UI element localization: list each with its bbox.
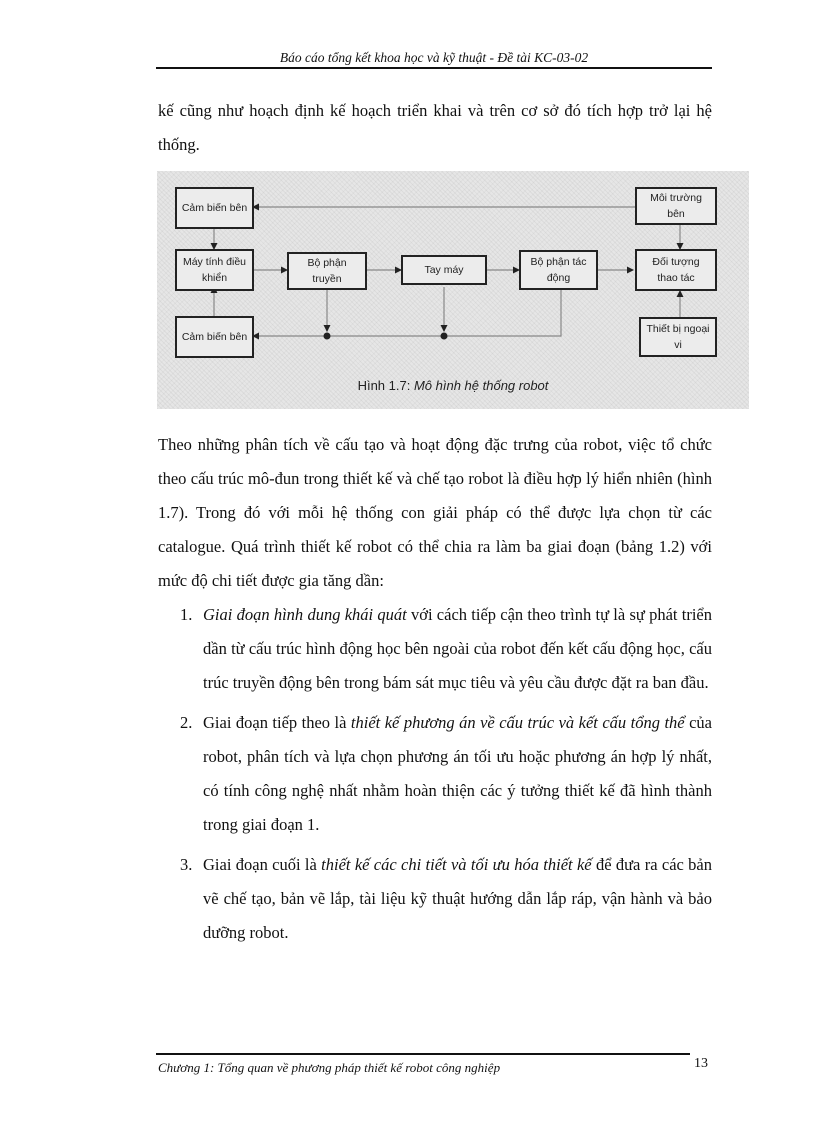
box-computer: Máy tính điều khiển: [175, 249, 254, 291]
step-text: để đưa ra các bản vẽ chế tạo, bản vẽ lắp, tài liệu kỹ thuật hướng dẫn lắp ráp, vận hành và bảo dưỡng robot.: [203, 855, 713, 942]
step-italic: thiết kế các chi tiết và tối ưu hóa thiết kế: [321, 855, 592, 874]
figure-robot-system: [157, 171, 749, 409]
box-object: Đối tượng thao tác: [635, 249, 717, 291]
design-steps-list: [158, 598, 712, 956]
paragraph-analysis: Theo những phân tích về cấu tạo và hoạt động đặc trưng của robot, việc tổ chức theo cấu trúc mô-đun trong thiết kế và chế tạo robot là điều hợp lý hiển nhiên (hình 1.7). Trong đó với mỗi hệ thống con giải pháp có thể được lựa chọn từ các catalogue. Quá trình thiết kế robot có thể chia ra làm ba giai đoạn (bảng 1.2) với mức độ chi tiết được gia tăng dần:: [158, 435, 712, 590]
caption-prefix: Hình 1.7:: [357, 378, 411, 393]
box-transmission: Bộ phận truyền: [287, 252, 367, 290]
caption-title: Mô hình hệ thống robot: [413, 378, 549, 393]
list-item: [158, 598, 712, 700]
step-italic: thiết kế phương án về cấu trúc và kết cấu tổng thể: [350, 713, 685, 732]
page-header: Báo cáo tổng kết khoa học và kỹ thuật - Đề tài KC-03-02: [279, 50, 589, 65]
figure-caption: [157, 378, 749, 393]
page-number: 13: [694, 1056, 708, 1071]
step-text: Giai đoạn cuối là: [203, 855, 322, 874]
junction-dot-transmission: [324, 333, 331, 340]
box-sensor-top: Cảm biến bên: [175, 187, 254, 229]
header-rule: [156, 67, 712, 69]
footer-chapter: Chương 1: Tổng quan về phương pháp thiết kế robot công nghiệp: [158, 1060, 501, 1075]
step-number: 1.: [180, 605, 193, 624]
box-actuator: Bộ phận tác động: [519, 250, 598, 290]
list-item: [158, 706, 712, 842]
list-item: [158, 848, 712, 950]
step-text: với cách tiếp cận theo trình tự là sự phát triển dần từ cấu trúc hình động học bên ngoài của robot đến kết cấu động học, cấu trúc truyền động bên trong bám sát mục tiêu và yêu cầu được đặt ra ban đầu.: [203, 605, 712, 692]
step-text: của robot, phân tích và lựa chọn phương án tối ưu hoặc phương án hợp lý nhất, có tính công nghệ nhất nhằm hoàn thiện các ý tưởng thiết kế đã hình thành trong giai đoạn 1.: [203, 713, 712, 834]
box-environment: Môi trường bên: [635, 187, 717, 225]
box-peripheral: Thiết bị ngoại vi: [639, 317, 717, 357]
junction-dot-arm: [441, 333, 448, 340]
footer-rule: [156, 1053, 690, 1055]
step-number: 3.: [180, 855, 193, 874]
step-text: Giai đoạn tiếp theo là: [203, 713, 351, 732]
box-sensor-bottom: Cảm biến bên: [175, 316, 254, 358]
box-arm: Tay máy: [401, 255, 487, 285]
step-number: 2.: [180, 713, 193, 732]
step-italic: Giai đoạn hình dung khái quát: [203, 605, 407, 624]
paragraph-intro: kế cũng như hoạch định kế hoạch triển khai và trên cơ sở đó tích hợp trở lại hệ thống.: [158, 101, 712, 154]
feedback-line: [253, 287, 561, 336]
